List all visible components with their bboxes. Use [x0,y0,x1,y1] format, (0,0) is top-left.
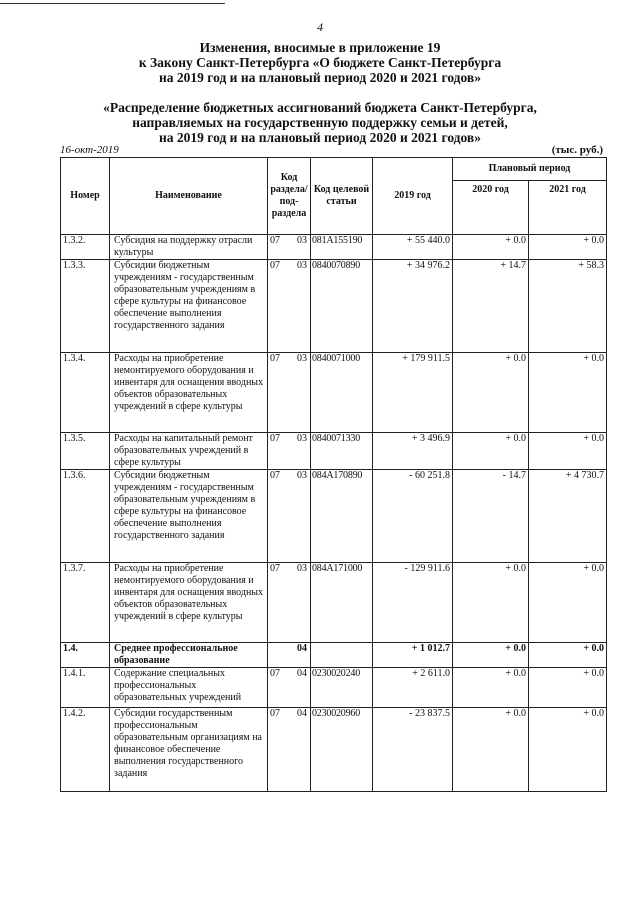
header-number: Номер [61,158,110,235]
row-value-2021: + 0.0 [529,563,607,643]
row-razdel [268,235,311,260]
row-podrazdel-code: 04 [297,708,307,719]
row-razdel [268,643,311,668]
row-name: Среднее профессиональное образование [110,643,268,668]
row-number: 1.3.6. [61,470,110,563]
row-podrazdel-code: 04 [297,668,307,679]
budget-table [60,157,607,792]
row-razdel-code: 07 [270,353,280,364]
subtitle-line-2: направляемых на государственную поддержку семьи и детей, [132,115,508,130]
row-value-2020: + 0.0 [453,563,529,643]
row-value-2019: + 3 496.9 [373,433,453,470]
row-razdel [268,668,311,708]
row-value-2021: + 0.0 [529,643,607,668]
row-razdel-code: 07 [270,668,280,679]
row-razdel-code: 07 [270,260,280,271]
row-value-2020: + 0.0 [453,643,529,668]
row-name: Субсидия на поддержку отрасли культуры [110,235,268,260]
row-razdel-code: 07 [270,235,280,246]
table-row [61,235,607,260]
row-razdel [268,708,311,792]
row-name: Расходы на приобретение немонтируемого оборудования и инвентаря для оснащения вводных объектов образовательных учреждений в сфере культуры [110,353,268,433]
row-name: Расходы на капитальный ремонт образовательных учреждений в сфере культуры [110,433,268,470]
row-number: 1.3.7. [61,563,110,643]
row-podrazdel-code: 03 [297,563,307,574]
table-row [61,563,607,643]
row-podrazdel-code: 03 [297,470,307,481]
row-razdel-code: 07 [270,470,280,481]
row-razdel [268,260,311,353]
row-value-2019: + 2 611.0 [373,668,453,708]
row-name: Субсидии государственным профессиональным образовательным организациям на финансовое обеспечение выполнения государственного задания [110,708,268,792]
row-number: 1.3.3. [61,260,110,353]
table-row [61,668,607,708]
header-2020: 2020 год [453,181,529,235]
row-value-2020: + 14.7 [453,260,529,353]
page-number: 4 [317,20,323,34]
row-number: 1.4.2. [61,708,110,792]
table-row [61,643,607,668]
table-body [61,235,607,792]
row-value-2019: + 1 012.7 [373,643,453,668]
row-value-2019: + 55 440.0 [373,235,453,260]
units-label: (тыс. руб.) [551,144,603,156]
title-line-2: к Закону Санкт-Петербурга «О бюджете Санкт-Петербурга [138,55,502,70]
row-number: 1.4. [61,643,110,668]
row-value-2019: + 179 911.5 [373,353,453,433]
row-value-2021: + 0.0 [529,433,607,470]
row-name: Субсидии бюджетным учреждениям - государственным образовательным учреждениям в сфере культуры на финансовое обеспечение выполнения государственного задания [110,470,268,563]
table-row [61,708,607,792]
row-value-2020: + 0.0 [453,708,529,792]
row-number: 1.3.4. [61,353,110,433]
row-target-code: 0230020240 [311,668,373,708]
title-line-1: Изменения, вносимые в приложение 19 [199,40,441,55]
row-razdel-code: 07 [270,563,280,574]
row-value-2020: + 0.0 [453,353,529,433]
row-podrazdel-code: 03 [297,353,307,364]
row-razdel [268,563,311,643]
row-target-code: 084А170890 [311,470,373,563]
row-value-2021: + 4 730.7 [529,470,607,563]
row-value-2021: + 0.0 [529,708,607,792]
header-2019: 2019 год [373,158,453,235]
subtitle-line-3: на 2019 год и на плановый период 2020 и 2021 годов» [159,130,481,145]
row-name: Расходы на приобретение немонтируемого оборудования и инвентаря для оснащения вводных объектов образовательных учреждений в сфере культуры [110,563,268,643]
row-podrazdel-code: 03 [297,260,307,271]
header-razdel: Код раздела/ под- раздела [268,158,311,235]
row-name: Содержание специальных профессиональных образовательных учреждений [110,668,268,708]
document-subtitle [0,100,640,145]
row-podrazdel-code: 03 [297,433,307,444]
row-target-code [311,643,373,668]
header-2021: 2021 год [529,181,607,235]
table-row [61,353,607,433]
row-target-code: 084А171000 [311,563,373,643]
row-value-2020: - 14.7 [453,470,529,563]
header-code: Код целевой статьи [311,158,373,235]
row-value-2019: - 23 837.5 [373,708,453,792]
row-value-2021: + 0.0 [529,353,607,433]
row-value-2019: + 34 976.2 [373,260,453,353]
row-number: 1.3.2. [61,235,110,260]
table-row [61,433,607,470]
row-value-2021: + 0.0 [529,235,607,260]
row-razdel-code: 07 [270,708,280,719]
row-podrazdel-code: 04 [297,643,307,654]
row-value-2019: - 60 251.8 [373,470,453,563]
row-razdel [268,353,311,433]
row-razdel-code: 07 [270,433,280,444]
row-number: 1.4.1. [61,668,110,708]
row-name: Субсидии бюджетным учреждениям - государственным образовательным учреждениям в сфере культуры на финансовое обеспечение выполнения государственного задания [110,260,268,353]
row-value-2019: - 129 911.6 [373,563,453,643]
row-podrazdel-code: 03 [297,235,307,246]
row-value-2020: + 0.0 [453,235,529,260]
title-line-3: на 2019 год и на плановый период 2020 и 2021 годов» [159,70,481,85]
header-name: Наименование [110,158,268,235]
table-row [61,470,607,563]
row-target-code: 081А155190 [311,235,373,260]
row-target-code: 0840070890 [311,260,373,353]
table-row [61,260,607,353]
header-planned-period: Плановый период [453,158,607,181]
row-value-2021: + 58.3 [529,260,607,353]
header-rule [0,3,225,4]
row-value-2020: + 0.0 [453,668,529,708]
row-value-2021: + 0.0 [529,668,607,708]
row-target-code: 0840071330 [311,433,373,470]
row-target-code: 0840071000 [311,353,373,433]
row-number: 1.3.5. [61,433,110,470]
document-date: 16-окт-2019 [60,144,119,156]
row-target-code: 0230020960 [311,708,373,792]
row-razdel [268,433,311,470]
row-value-2020: + 0.0 [453,433,529,470]
row-razdel [268,470,311,563]
subtitle-line-1: «Распределение бюджетных ассигнований бюджета Санкт-Петербурга, [103,100,537,115]
document-title [0,40,640,85]
